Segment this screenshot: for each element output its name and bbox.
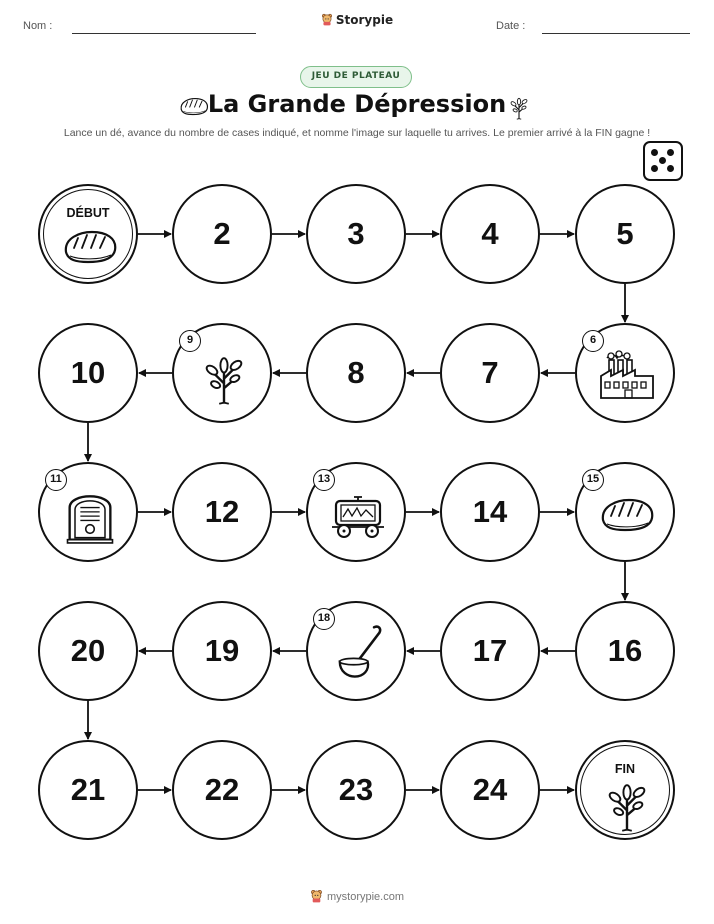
- tree-icon: [597, 772, 657, 832]
- board-space-12: [172, 462, 272, 562]
- radio-icon: [60, 484, 120, 544]
- tree-icon: [194, 345, 254, 405]
- start-label: DÉBUT: [66, 206, 110, 220]
- board-space-14: [440, 462, 540, 562]
- name-label: Nom :: [23, 20, 53, 32]
- board-space-8: [306, 323, 406, 423]
- space-number: 20: [70, 633, 106, 668]
- board-space-22: [172, 740, 272, 840]
- space-number: 21: [70, 772, 106, 807]
- board-space-25: [575, 740, 675, 840]
- board-space-19: [172, 601, 272, 701]
- space-number: 14: [472, 494, 508, 529]
- board-space-21: [38, 740, 138, 840]
- board-space-13: [306, 462, 406, 562]
- finish-label: FIN: [614, 762, 636, 776]
- space-number: 10: [70, 355, 106, 390]
- brand-name: Storypie: [335, 13, 394, 27]
- board-space-5: [575, 184, 675, 284]
- bread-icon: [60, 216, 120, 276]
- space-number-badge: 9: [179, 330, 201, 352]
- space-number-badge: 18: [313, 608, 335, 630]
- board-space-16: [575, 601, 675, 701]
- space-number: 16: [607, 633, 643, 668]
- space-number: 22: [204, 772, 240, 807]
- footer-url[interactable]: mystorypie.com: [326, 891, 405, 903]
- wagon-icon: [328, 484, 388, 544]
- bread-icon: [597, 484, 657, 544]
- date-label: Date :: [496, 20, 526, 32]
- space-number: 19: [204, 633, 240, 668]
- board-space-15: [575, 462, 675, 562]
- board-space-4: [440, 184, 540, 284]
- board-space-9: [172, 323, 272, 423]
- space-number: 2: [213, 216, 231, 251]
- space-number: 5: [616, 216, 634, 251]
- space-number: 3: [347, 216, 365, 251]
- factory-icon: [597, 345, 657, 405]
- space-number: 7: [481, 355, 499, 390]
- footer: [0, 889, 714, 903]
- category-badge: JEU DE PLATEAU: [300, 66, 412, 88]
- board-space-23: [306, 740, 406, 840]
- space-number: 12: [204, 494, 240, 529]
- space-number-badge: 15: [582, 469, 604, 491]
- space-number: 24: [472, 772, 508, 807]
- instructions-text: Lance un dé, avance du nombre de cases indiqué, et nomme l'image sur laquelle tu arrives. Le premier arrivé à la FIN gagne !: [63, 127, 651, 139]
- board-space-3: [306, 184, 406, 284]
- space-number: 23: [338, 772, 374, 807]
- space-number-badge: 6: [582, 330, 604, 352]
- board-space-10: [38, 323, 138, 423]
- board-space-1: [38, 184, 138, 284]
- ladle-icon: [328, 623, 388, 683]
- space-number: 8: [347, 355, 365, 390]
- page-title: La Grande Dépression: [207, 90, 507, 118]
- board-space-11: [38, 462, 138, 562]
- space-number-badge: 13: [313, 469, 335, 491]
- bear-icon: [310, 889, 323, 903]
- board-space-2: [172, 184, 272, 284]
- board-space-7: [440, 323, 540, 423]
- space-number-badge: 11: [45, 469, 67, 491]
- board-space-20: [38, 601, 138, 701]
- space-number: 17: [472, 633, 508, 668]
- board-space-24: [440, 740, 540, 840]
- board-space-17: [440, 601, 540, 701]
- board-space-6: [575, 323, 675, 423]
- board-space-18: [306, 601, 406, 701]
- space-number: 4: [481, 216, 499, 251]
